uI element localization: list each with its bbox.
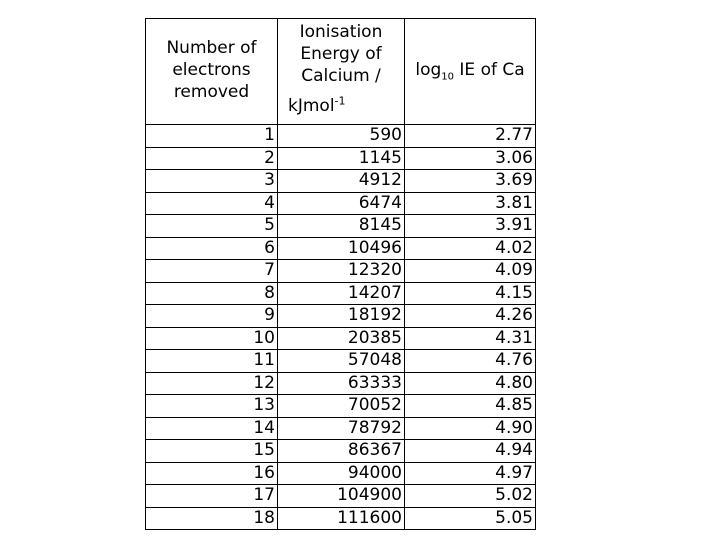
header-ionisation-energy: [278, 19, 405, 125]
header-ionisation-energy-unit: [278, 95, 404, 117]
table-row: [146, 417, 536, 440]
cell-ionisation-energy: 6474: [278, 192, 405, 215]
table-body: [146, 125, 536, 530]
log-rest-text: IE of Ca: [454, 59, 525, 80]
cell-electrons-removed: 14: [146, 417, 278, 440]
header-ionisation-energy-label: Ionisation Energy of Calcium /: [299, 22, 383, 86]
unit-text: kJmol: [288, 96, 335, 116]
table-row: [146, 305, 536, 328]
table-row: [146, 147, 536, 170]
cell-electrons-removed: 4: [146, 192, 278, 215]
cell-electrons-removed: 11: [146, 350, 278, 373]
log-subscript: 10: [441, 70, 454, 82]
cell-electrons-removed: 9: [146, 305, 278, 328]
cell-log-ie: 3.91: [405, 215, 536, 238]
table-row: [146, 125, 536, 148]
cell-electrons-removed: 16: [146, 462, 278, 485]
header-log-ie: [405, 19, 536, 125]
cell-electrons-removed: 8: [146, 282, 278, 305]
table-row: [146, 372, 536, 395]
cell-electrons-removed: 6: [146, 237, 278, 260]
cell-ionisation-energy: 57048: [278, 350, 405, 373]
cell-log-ie: 4.94: [405, 440, 536, 463]
cell-log-ie: 3.81: [405, 192, 536, 215]
cell-electrons-removed: 10: [146, 327, 278, 350]
cell-ionisation-energy: 20385: [278, 327, 405, 350]
cell-log-ie: 4.97: [405, 462, 536, 485]
cell-ionisation-energy: 63333: [278, 372, 405, 395]
cell-log-ie: 4.26: [405, 305, 536, 328]
table-row: [146, 462, 536, 485]
unit-superscript: -1: [334, 94, 346, 108]
cell-ionisation-energy: 4912: [278, 170, 405, 193]
cell-electrons-removed: 17: [146, 485, 278, 508]
cell-ionisation-energy: 590: [278, 125, 405, 148]
cell-electrons-removed: 1: [146, 125, 278, 148]
table-row: [146, 282, 536, 305]
ionisation-energy-table-wrapper: [145, 18, 535, 530]
cell-log-ie: 4.31: [405, 327, 536, 350]
cell-electrons-removed: 15: [146, 440, 278, 463]
cell-log-ie: 4.85: [405, 395, 536, 418]
table-row: [146, 327, 536, 350]
cell-ionisation-energy: 70052: [278, 395, 405, 418]
cell-ionisation-energy: 1145: [278, 147, 405, 170]
table-row: [146, 192, 536, 215]
cell-log-ie: 4.80: [405, 372, 536, 395]
table-row: [146, 507, 536, 530]
cell-electrons-removed: 13: [146, 395, 278, 418]
header-row: [146, 19, 536, 125]
cell-ionisation-energy: 14207: [278, 282, 405, 305]
ionisation-energy-table: [145, 18, 536, 530]
table-row: [146, 215, 536, 238]
table-row: [146, 350, 536, 373]
cell-ionisation-energy: 104900: [278, 485, 405, 508]
header-electrons-removed: Number of electrons removed: [146, 19, 278, 125]
cell-ionisation-energy: 78792: [278, 417, 405, 440]
cell-log-ie: 4.15: [405, 282, 536, 305]
table-row: [146, 260, 536, 283]
cell-ionisation-energy: 12320: [278, 260, 405, 283]
cell-electrons-removed: 5: [146, 215, 278, 238]
cell-log-ie: 4.02: [405, 237, 536, 260]
cell-log-ie: 2.77: [405, 125, 536, 148]
cell-log-ie: 3.06: [405, 147, 536, 170]
table-row: [146, 440, 536, 463]
cell-log-ie: 3.69: [405, 170, 536, 193]
cell-log-ie: 4.09: [405, 260, 536, 283]
log-text: log: [415, 59, 442, 80]
cell-ionisation-energy: 8145: [278, 215, 405, 238]
cell-log-ie: 4.76: [405, 350, 536, 373]
cell-log-ie: 5.02: [405, 485, 536, 508]
cell-log-ie: 5.05: [405, 507, 536, 530]
table-row: [146, 237, 536, 260]
cell-electrons-removed: 18: [146, 507, 278, 530]
cell-electrons-removed: 12: [146, 372, 278, 395]
table-row: [146, 395, 536, 418]
cell-log-ie: 4.90: [405, 417, 536, 440]
cell-ionisation-energy: 18192: [278, 305, 405, 328]
table-row: [146, 170, 536, 193]
table-row: [146, 485, 536, 508]
cell-ionisation-energy: 10496: [278, 237, 405, 260]
cell-ionisation-energy: 86367: [278, 440, 405, 463]
cell-electrons-removed: 7: [146, 260, 278, 283]
cell-ionisation-energy: 94000: [278, 462, 405, 485]
table-header: [146, 19, 536, 125]
cell-electrons-removed: 3: [146, 170, 278, 193]
cell-ionisation-energy: 111600: [278, 507, 405, 530]
cell-electrons-removed: 2: [146, 147, 278, 170]
